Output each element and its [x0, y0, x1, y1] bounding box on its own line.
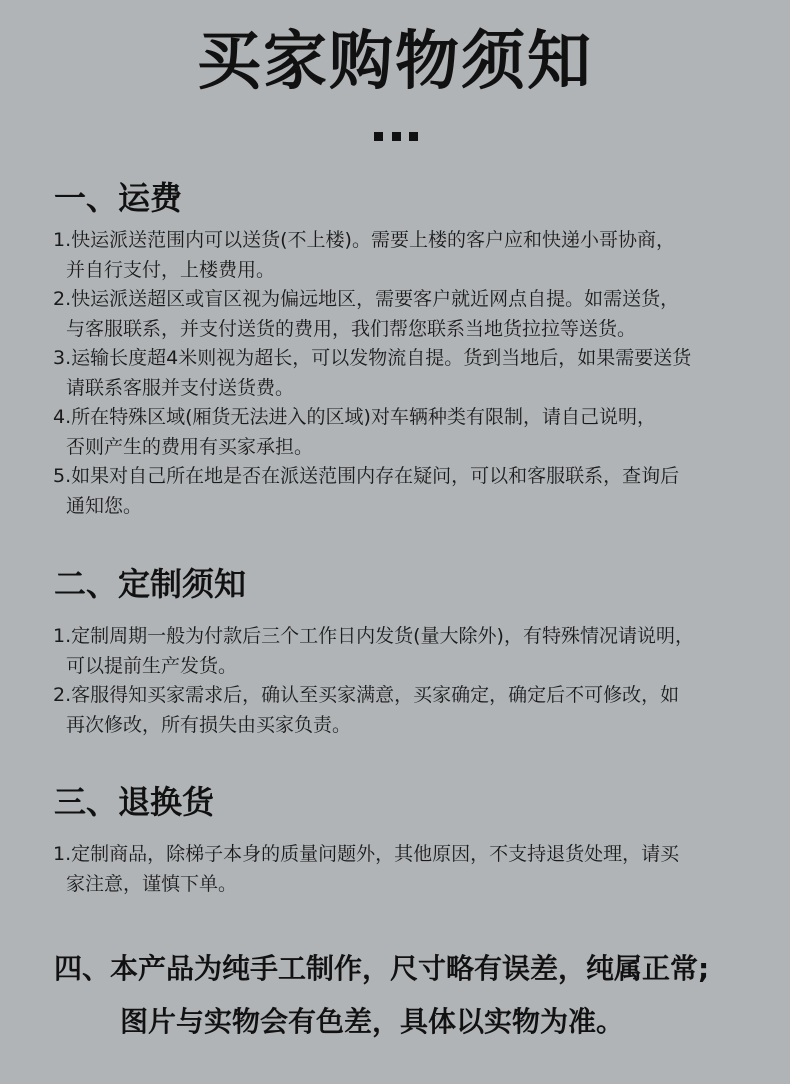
shipping-items	[53, 226, 773, 521]
section-heading-shipping: 一、运费	[54, 179, 183, 217]
item-line: 3.运输长度超4米则视为超长，可以发物流自提。货到当地后，如果需要送货	[53, 347, 692, 369]
section-heading-customization: 二、定制须知	[54, 565, 247, 603]
customization-items	[53, 622, 773, 740]
item-line: 5.如果对自己所在地是否在派送范围内存在疑问，可以和客服联系，查询后	[53, 465, 680, 487]
item-line: 再次修改，所有损失由买家负责。	[66, 713, 352, 736]
list-item	[53, 285, 773, 344]
list-item	[53, 681, 773, 740]
final-note	[54, 942, 774, 1048]
item-line: 4.所在特殊区域(厢货无法进入的区域)对车辆种类有限制，请自己说明，	[53, 406, 656, 428]
item-line: 家注意，谨慎下单。	[66, 872, 238, 895]
item-line: 2.客服得知买家需求后，确认至买家满意，买家确定，确定后不可修改，如	[53, 684, 680, 706]
item-line: 否则产生的费用有买家承担。	[66, 435, 314, 458]
item-line: 1.定制商品，除梯子本身的质量问题外，其他原因，不支持退货处理，请买	[53, 843, 680, 865]
divider-dot	[374, 132, 383, 141]
item-line: 1.快运派送范围内可以送货(不上楼)。需要上楼的客户应和快递小哥协商，	[53, 229, 675, 251]
list-item	[53, 840, 773, 899]
item-line: 可以提前生产发货。	[66, 654, 238, 677]
page-title: 买家购物须知	[197, 25, 593, 99]
final-note-line: 四、本产品为纯手工制作，尺寸略有误差，纯属正常;	[54, 952, 710, 985]
returns-items	[53, 840, 773, 899]
item-line: 与客服联系，并支付送货的费用，我们帮您联系当地货拉拉等送货。	[66, 317, 637, 340]
item-line: 并自行支付，上楼费用。	[66, 258, 276, 281]
list-item	[53, 344, 773, 403]
list-item	[53, 403, 773, 462]
list-item	[53, 622, 773, 681]
title-divider-dots	[374, 132, 418, 142]
item-line: 2.快运派送超区或盲区视为偏远地区，需要客户就近网点自提。如需送货，	[53, 288, 680, 310]
divider-dot	[409, 132, 418, 141]
item-line: 1.定制周期一般为付款后三个工作日内发货(量大除外)，有特殊情况请说明，	[53, 625, 694, 647]
list-item	[53, 462, 773, 521]
section-heading-returns: 三、退换货	[54, 783, 215, 821]
final-note-line: 图片与实物会有色差，具体以实物为准。	[120, 1005, 625, 1038]
item-line: 通知您。	[66, 494, 143, 517]
divider-dot	[392, 132, 401, 141]
list-item	[53, 226, 773, 285]
item-line: 请联系客服并支付送货费。	[66, 376, 295, 399]
